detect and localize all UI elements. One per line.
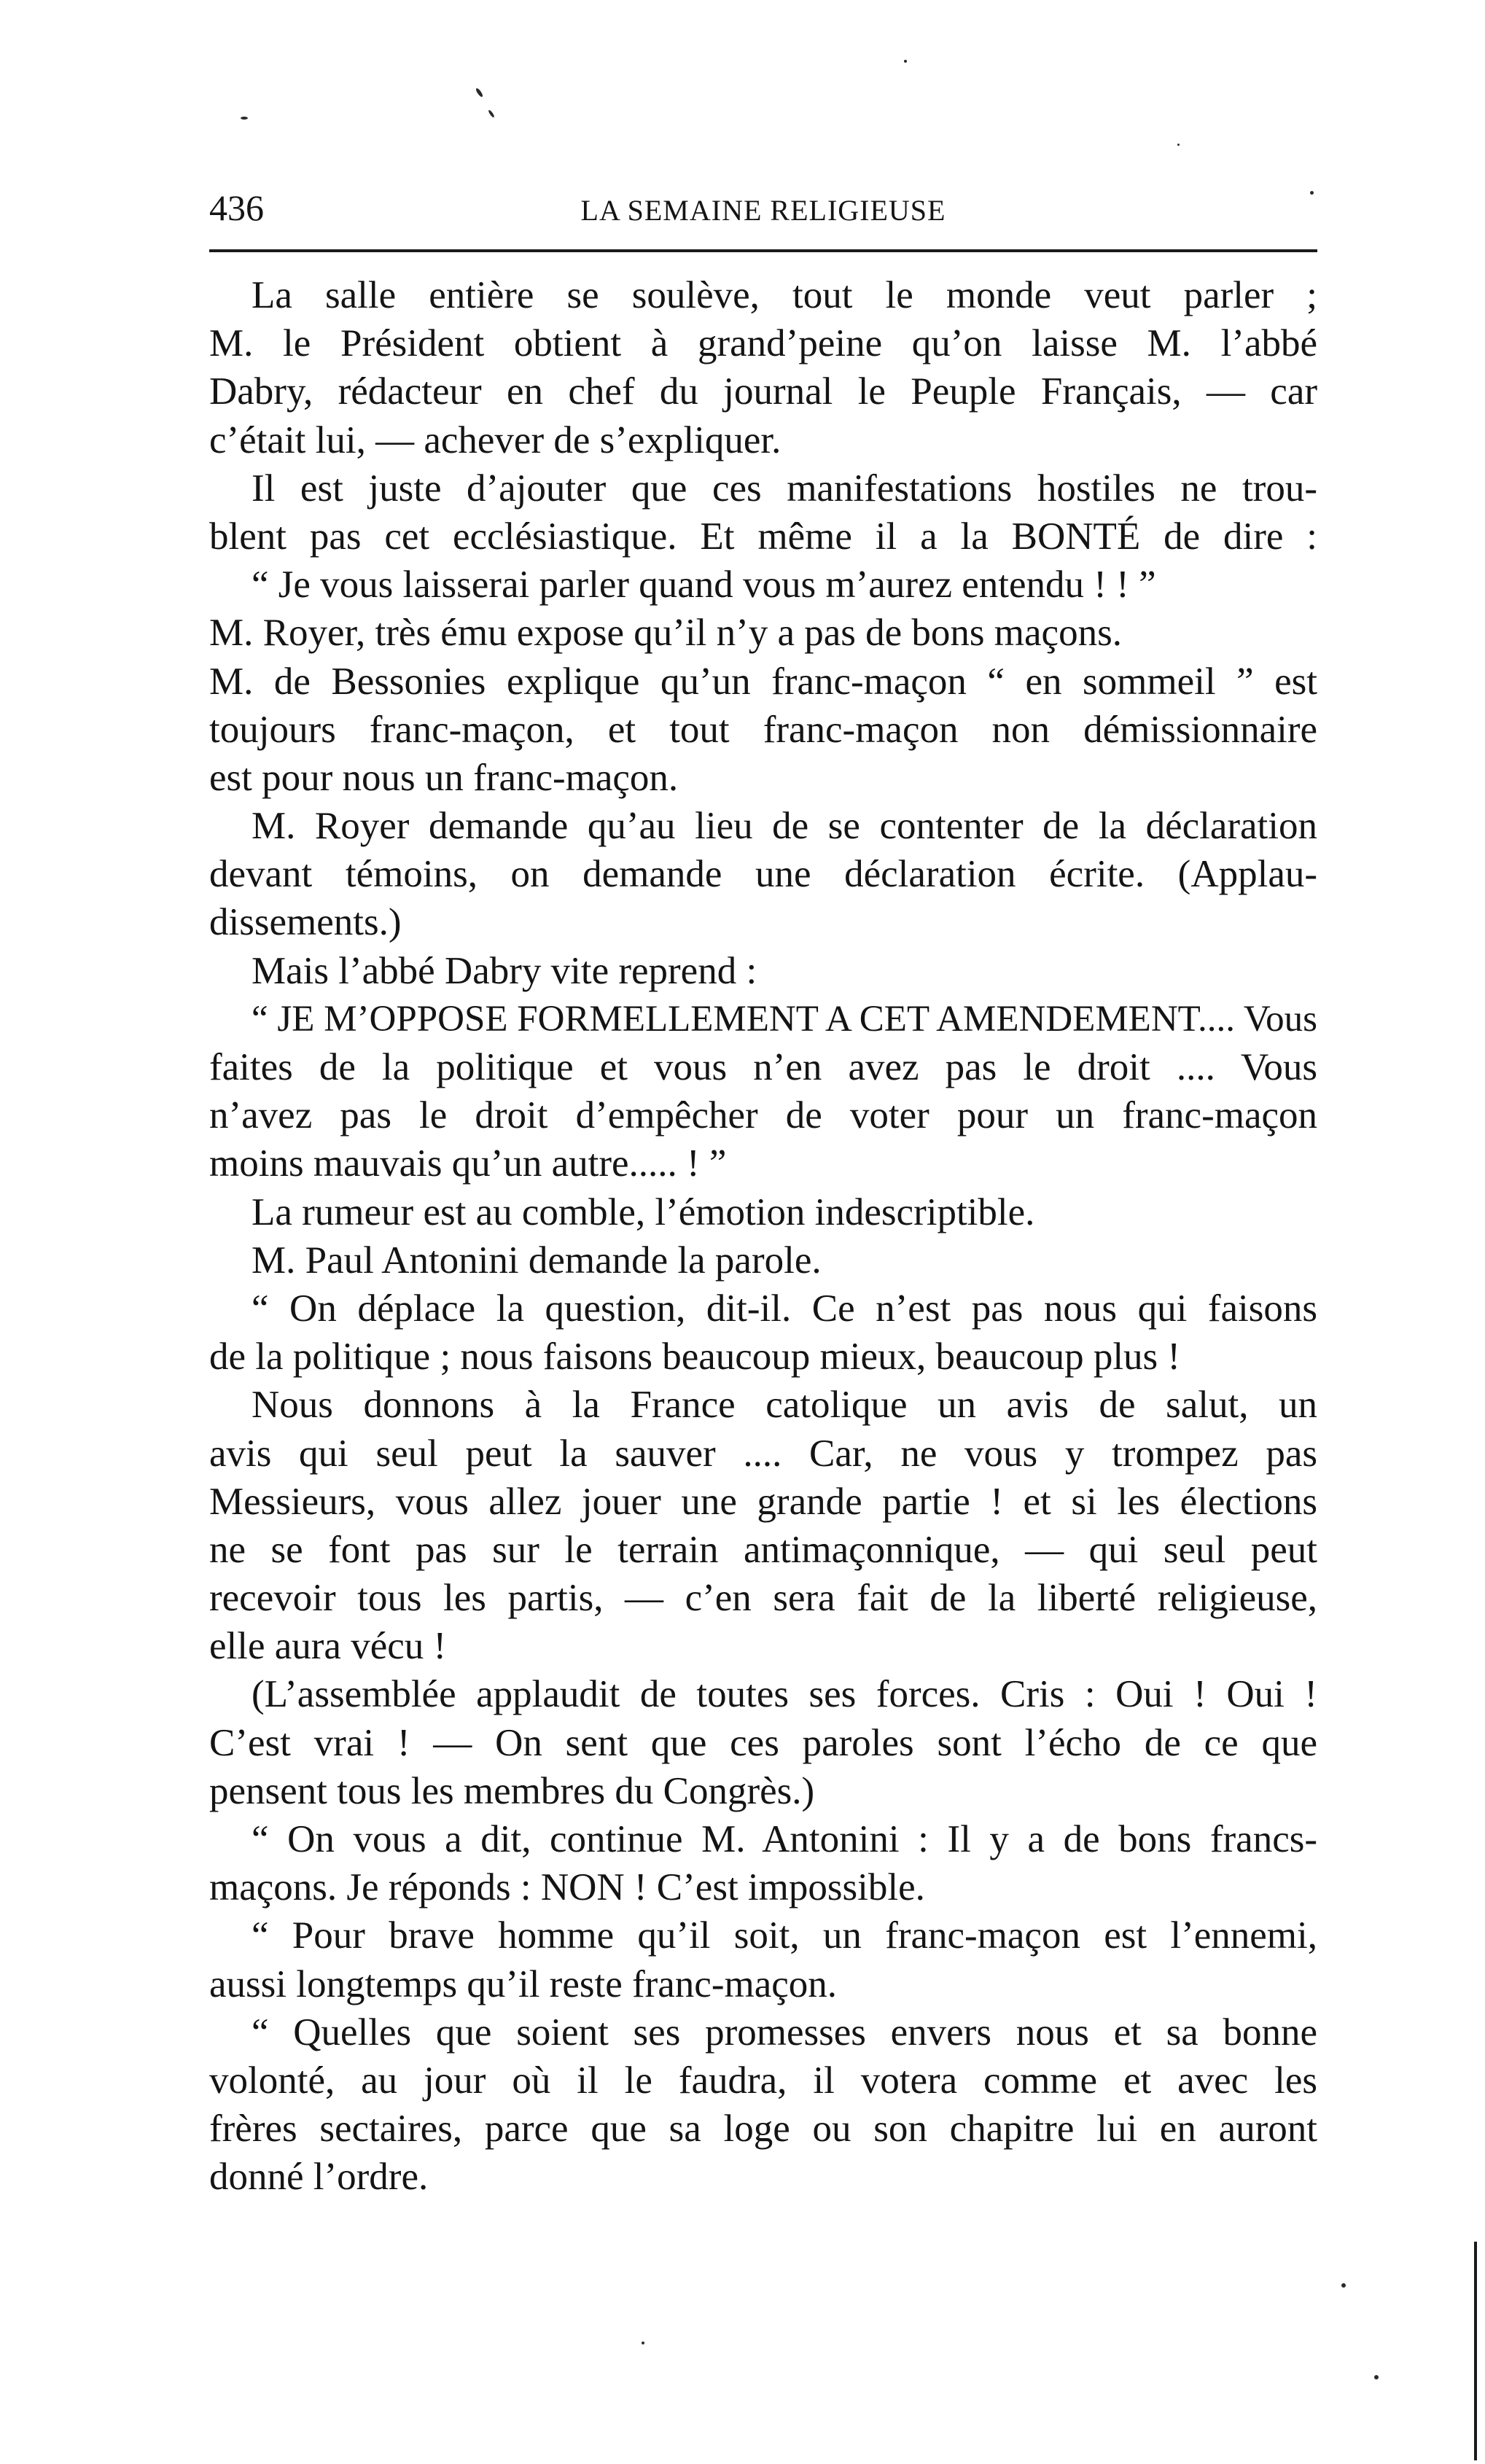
- scan-speck: [642, 2342, 644, 2344]
- text-line: Messieurs, vous allez jouer une grande partie ! et si les élections: [209, 1480, 1317, 1523]
- text-line: M. Paul Antonini demande la parole.: [252, 1239, 822, 1282]
- header-rule: [209, 249, 1317, 252]
- text-line: avis qui seul peut la sauver .... Car, ne vous y trompez pas: [209, 1432, 1317, 1475]
- text-line: “ JE M’OPPOSE FORMELLEMENT A CET AMENDEMENT.... Vous: [252, 998, 1317, 1040]
- text-line: ne se font pas sur le terrain antimaçonnique, — qui seul peut: [209, 1528, 1317, 1571]
- text-line: devant témoins, on demande une déclaration écrite. (Applau-: [209, 853, 1317, 896]
- text-line: La rumeur est au comble, l’émotion indescriptible.: [252, 1190, 1035, 1233]
- text-line: donné l’ordre.: [209, 2156, 429, 2199]
- text-line: M. Royer demande qu’au lieu de se contenter de la déclaration: [252, 805, 1317, 848]
- text-line: “ On vous a dit, continue M. Antonini : Il y a de bons francs-: [252, 1818, 1317, 1860]
- text-line: elle aura vécu !: [209, 1625, 447, 1668]
- running-head: LA SEMAINE RELIGIEUSE: [580, 194, 946, 227]
- text-line: pensent tous les membres du Congrès.): [209, 1769, 815, 1812]
- text-line: (L’assemblée applaudit de toutes ses forces. Cris : Oui ! Oui !: [252, 1673, 1317, 1716]
- text-line: M. Royer, très ému expose qu’il n’y a pas de bons maçons.: [209, 612, 1122, 655]
- text-line: moins mauvais qu’un autre..... ! ”: [209, 1142, 727, 1185]
- text-line: volonté, au jour où il le faudra, il votera comme et avec les: [209, 2059, 1317, 2102]
- text-line: Dabry, rédacteur en chef du journal le Peuple Français, — car: [209, 370, 1317, 413]
- scan-speck: [1374, 2375, 1379, 2379]
- text-line: maçons. Je réponds : NON ! C’est impossible.: [209, 1866, 925, 1909]
- text-line: M. de Bessonies explique qu’un franc-maçon “ en sommeil ” est: [209, 660, 1317, 703]
- text-line: frères sectaires, parce que sa loge ou son chapitre lui en auront: [209, 2108, 1317, 2151]
- text-line: de la politique ; nous faisons beaucoup mieux, beaucoup plus !: [209, 1336, 1181, 1379]
- page-number: 436: [209, 187, 264, 228]
- text-line: La salle entière se soulève, tout le monde veut parler ;: [252, 274, 1317, 316]
- text-line: Mais l’abbé Dabry vite reprend :: [252, 949, 757, 992]
- page-edge-mark: [1474, 2242, 1477, 2460]
- scan-speck: [1310, 191, 1314, 195]
- text-line: c’était lui, — achever de s’expliquer.: [209, 418, 782, 461]
- scan-speck: [904, 60, 907, 63]
- scan-speck: [1177, 144, 1180, 146]
- text-line: “ Je vous laisserai parler quand vous m’aurez entendu ! ! ”: [252, 564, 1156, 607]
- text-line: n’avez pas le droit d’empêcher de voter pour un franc-maçon: [209, 1094, 1317, 1137]
- text-line: est pour nous un franc-maçon.: [209, 756, 679, 799]
- text-line: recevoir tous les partis, — c’en sera fait de la liberté religieuse,: [209, 1577, 1317, 1620]
- scan-speck: [241, 117, 248, 120]
- text-line: faites de la politique et vous n’en avez pas le droit .... Vous: [209, 1046, 1317, 1088]
- scan-speck: [1341, 2283, 1346, 2288]
- text-line: aussi longtemps qu’il reste franc-maçon.: [209, 1962, 837, 2005]
- text-line: blent pas cet ecclésiastique. Et même il a la BONTÉ de dire :: [209, 515, 1317, 558]
- body-text: [209, 271, 1317, 2202]
- text-line: Nous donnons à la France catolique un avis de salut, un: [252, 1384, 1317, 1427]
- text-line: “ On déplace la question, dit-il. Ce n’est pas nous qui faisons: [252, 1287, 1317, 1330]
- scan-speck: [475, 87, 483, 98]
- text-line: toujours franc-maçon, et tout franc-maçon non démissionnaire: [209, 708, 1317, 751]
- text-line: dissements.): [209, 901, 402, 944]
- text-line: Il est juste d’ajouter que ces manifestations hostiles ne trou-: [252, 467, 1317, 510]
- text-line: “ Quelles que soient ses promesses envers nous et sa bonne: [252, 2011, 1317, 2054]
- text-line: M. le Président obtient à grand’peine qu’on laisse M. l’abbé: [209, 322, 1317, 365]
- page-header: [209, 182, 1317, 233]
- text-line: “ Pour brave homme qu’il soit, un franc-maçon est l’ennemi,: [252, 1914, 1317, 1957]
- scan-speck: [488, 109, 495, 118]
- text-line: C’est vrai ! — On sent que ces paroles sont l’écho de ce que: [209, 1721, 1317, 1764]
